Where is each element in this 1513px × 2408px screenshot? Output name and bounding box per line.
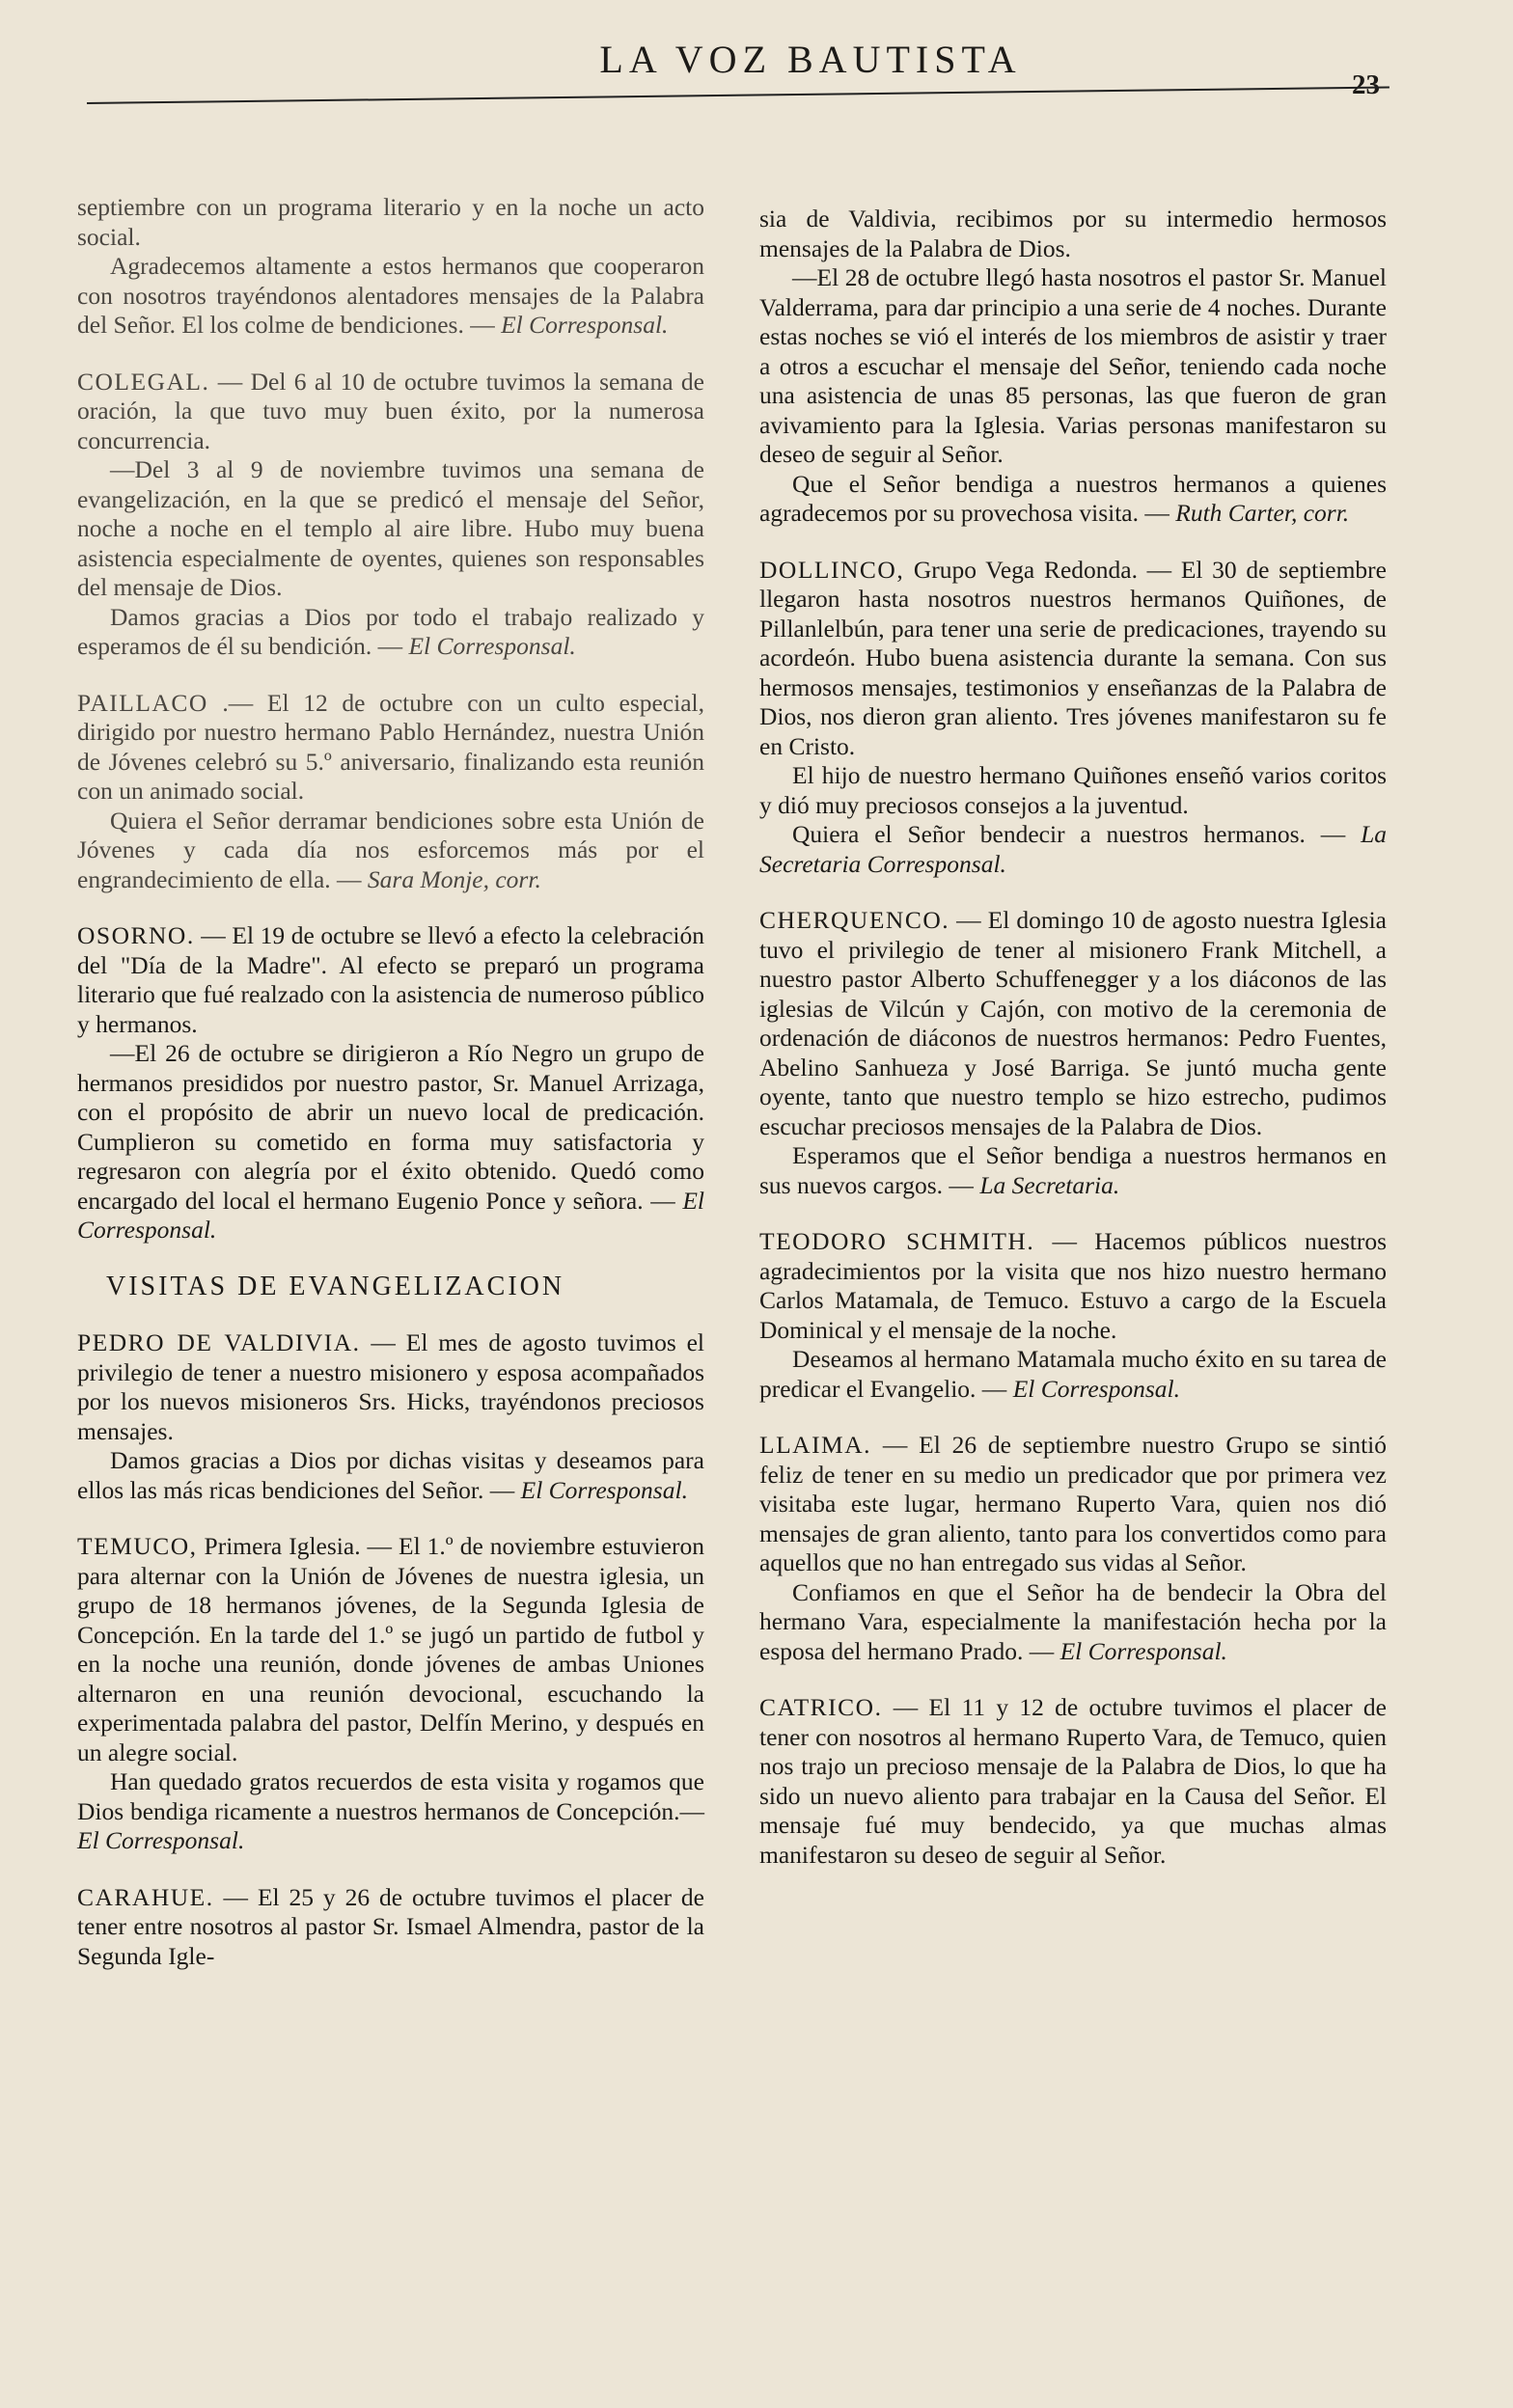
place-name: PAILLACO: [77, 688, 208, 717]
paragraph-text: Quiera el Señor bendecir a nuestros hermanos. —: [792, 820, 1346, 848]
signature: La Secretaria.: [979, 1170, 1120, 1199]
left-column: [77, 193, 704, 1998]
place-name: OSORNO.: [77, 921, 195, 949]
signature: El Corresponsal.: [520, 1475, 688, 1504]
place-name: CATRICO.: [759, 1693, 883, 1721]
signature: El Corresponsal.: [1059, 1636, 1227, 1665]
paragraph-text: — El 26 de septiembre nuestro Grupo se sintió feliz de tener en su medio un predicador que por primera vez visitaba este lugar, hermano Ruperto Vara, quien nos dió mensajes de gran aliento, tanto para los convertidos como para aquellos que no han entregado sus vidas al Señor.: [759, 1431, 1387, 1576]
paragraph: [77, 1767, 704, 1856]
paragraph: [759, 1227, 1387, 1345]
paragraph: [77, 368, 704, 456]
paragraph: [759, 906, 1387, 1141]
paragraph: —Del 3 al 9 de noviembre tuvimos una semana de evangelización, en la que se predicó el mensaje del Señor, noche a noche en el templo al aire libre. Hubo muy buena asistencia especialmente de oyentes, quienes son responsables del mensaje de Dios.: [77, 455, 704, 601]
paragraph-text: Damos gracias a Dios por todo el trabajo realizado y esperamos de él su bendición. —: [77, 602, 704, 660]
signature: Ruth Carter, corr.: [1175, 499, 1350, 527]
article-catrico: [759, 1693, 1387, 1870]
paragraph: [759, 556, 1387, 762]
place-name: CARAHUE.: [77, 1882, 214, 1911]
paragraph: [77, 921, 704, 1039]
page-number: 23: [1352, 69, 1380, 100]
article-cherquenco: [759, 906, 1387, 1200]
right-column: [759, 205, 1387, 1897]
paragraph-text: — El 19 de octubre se llevó a efecto la celebración del "Día de la Madre". Al efecto se preparó un programa literario que fué realzado con la asistencia de numeroso público y hermanos.: [77, 921, 704, 1038]
signature: Sara Monje, corr.: [367, 864, 541, 893]
signature: El Corresponsal.: [77, 1826, 245, 1854]
article-temuco: [77, 1532, 704, 1856]
paragraph: [77, 1883, 704, 1972]
signature: El Corresponsal.: [77, 1186, 704, 1244]
article-carahue-continued: [759, 205, 1387, 529]
paragraph-text: —El 26 de octubre se dirigieron a Río Negro un grupo de hermanos presididos por nuestro pastor, Sr. Manuel Arrizaga, con el propósito de abrir un nuevo local de predicación. Cumplieron su cometido en forma muy satisfactoria y regresaron con alegría por el éxito obtenido. Quedó como encargado del local el hermano Eugenio Ponce y señora. —: [77, 1039, 704, 1215]
paragraph: [77, 689, 704, 807]
paragraph-text: Quiera el Señor derramar bendiciones sobre esta Unión de Jóvenes y cada día nos esforcemos más por el engrandecimiento de ella. —: [77, 806, 704, 893]
paragraph-text: — Hacemos públicos nuestros agradecimientos por la visita que nos hizo nuestro hermano Carlos Matamala, de Temuco. Estuvo a cargo de la Escuela Dominical y el mensaje de la noche.: [759, 1227, 1387, 1344]
place-name: LLAIMA.: [759, 1431, 872, 1459]
place-name: DOLLINCO,: [759, 555, 905, 584]
paragraph-text: — El mes de agosto tuvimos el privilegio de tener a nuestro misionero y esposa acompañados por los nuevos misioneros Srs. Hicks, trayéndonos preciosos mensajes.: [77, 1328, 704, 1445]
paragraph: [759, 1578, 1387, 1667]
article-pedro-de-valdivia: [77, 1328, 704, 1505]
masthead: LA VOZ BAUTISTA: [599, 38, 1022, 81]
place-name: COLEGAL.: [77, 367, 210, 396]
paragraph: [77, 1328, 704, 1446]
article-osorno: [77, 921, 704, 1245]
paragraph: [77, 1446, 704, 1505]
place-name: PEDRO DE VALDIVIA.: [77, 1328, 361, 1356]
paragraph-text: Grupo Vega Redonda. — El 30 de septiembre llegaron hasta nosotros nuestros hermanos Quiñones, de Pillanlelbún, para tener una serie de predicaciones, trayendo su acordeón. Hubo buena asistencia durante la semana. Con sus hermosos mensajes, testimonios y enseñanzas de la Palabra de Dios, nos dieron gran aliento. Tres jóvenes manifestaron su fe en Cristo.: [759, 555, 1387, 760]
article-paillaco: [77, 689, 704, 895]
article-colegal: [77, 368, 704, 662]
paragraph-text: Esperamos que el Señor bendiga a nuestros hermanos en sus nuevos cargos. —: [759, 1141, 1387, 1199]
signature: El Corresponsal.: [408, 632, 576, 660]
page-header: [77, 25, 1389, 112]
paragraph-text: Damos gracias a Dios por dichas visitas y deseamos para ellos las más ricas bendiciones del Señor. —: [77, 1446, 704, 1504]
paragraph: [759, 1693, 1387, 1870]
paragraph-text: — El 25 y 26 de octubre tuvimos el placer de tener entre nosotros al pastor Sr. Ismael Almendra, pastor de la Segunda Igle-: [77, 1882, 704, 1970]
paragraph: [759, 1345, 1387, 1404]
paragraph-text: Confiamos en que el Señor ha de bendecir la Obra del hermano Vara, especialmente la manifestación hecha por la esposa del hermano Prado. —: [759, 1577, 1387, 1665]
paragraph-text: Que el Señor bendiga a nuestros hermanos a quienes agradecemos por su provechosa visita. —: [759, 469, 1387, 527]
article-carahue: [77, 1883, 704, 1972]
signature: La Secretaria Corresponsal.: [759, 820, 1388, 878]
paragraph-text: Deseamos al hermano Matamala mucho éxito en su tarea de predicar el Evangelio. —: [759, 1345, 1387, 1403]
paragraph-text: — Del 6 al 10 de octubre tuvimos la semana de oración, la que tuvo muy buen éxito, por la numerosa concurrencia.: [77, 367, 704, 454]
section-title: VISITAS DE EVANGELIZACION: [106, 1271, 565, 1301]
article-teodoro-schmith: [759, 1227, 1387, 1404]
signature: El Corresponsal.: [501, 311, 669, 339]
paragraph-text: — El domingo 10 de agosto nuestra Iglesia tuvo el privilegio de tener al misionero Frank Mitchell, a nuestro pastor Alberto Schuffenegger y a los diáconos de las iglesias de Vilcún y Cajón, con motivo de la ceremonia de ordenación de diáconos de nuestros hermanos: Pedro Fuentes, Abelino Sanhueza y José Barriga. Se juntó mucha gente oyente, tanto que nuestro templo se hizo estrecho, pudimos escuchar preciosos mensajes de la Palabra de Dios.: [759, 906, 1387, 1140]
paragraph: sia de Valdivia, recibimos por su intermedio hermosos mensajes de la Palabra de Dios.: [759, 205, 1387, 262]
paragraph: [759, 820, 1387, 879]
article-intro: [77, 193, 704, 341]
header-rule: [87, 87, 1389, 104]
paragraph: [77, 252, 704, 341]
place-name: TEMUCO,: [77, 1532, 198, 1560]
paragraph: [77, 1532, 704, 1767]
paragraph-text: Agradecemos altamente a estos hermanos que cooperaron con nosotros trayéndonos alentadores mensajes de la Palabra del Señor. El los colme de bendiciones. —: [77, 252, 704, 339]
place-name: TEODORO SCHMITH.: [759, 1227, 1035, 1255]
paragraph: septiembre con un programa literario y en la noche un acto social.: [77, 193, 704, 251]
signature: El Corresponsal.: [1012, 1374, 1181, 1403]
article-dollinco: [759, 556, 1387, 880]
paragraph: [759, 1431, 1387, 1578]
paragraph-text: — El 11 y 12 de octubre tuvimos el placer de tener con nosotros al hermano Ruperto Vara, de Temuco, quien nos trajo un precioso mensaje de la Palabra de Dios, lo que ha sido un nuevo aliento para trabajar en la Causa del Señor. El mensaje fué muy bendecido, ya que muchas almas manifestaron su deseo de seguir al Señor.: [759, 1693, 1387, 1869]
paragraph-text: .— El 12 de octubre con un culto especial, dirigido por nuestro hermano Pablo Hernández, nuestra Unión de Jóvenes celebró su 5.º aniversario, finalizando esta reunión con un animado social.: [77, 688, 704, 805]
paragraph: [77, 603, 704, 662]
paragraph: [77, 807, 704, 895]
paragraph: El hijo de nuestro hermano Quiñones enseñó varios coritos y dió muy preciosos consejos a la juventud.: [759, 761, 1387, 819]
paragraph: [77, 1039, 704, 1245]
paragraph-text: Han quedado gratos recuerdos de esta visita y rogamos que Dios bendiga ricamente a nuestros hermanos de Concepción.—: [77, 1767, 704, 1825]
place-name: CHERQUENCO.: [759, 906, 950, 934]
paragraph-text: Primera Iglesia. — El 1.º de noviembre estuvieron para alternar con la Unión de Jóvenes de nuestra iglesia, un grupo de 18 hermanos jóvenes, de la Segunda Iglesia de Concepción. En la tarde del 1.º se jugó un partido de futbol y en la noche una reunión, donde jóvenes de ambas Uniones alternaron en una reunión devocional, escuchando la experimentada palabra del pastor, Delfín Merino, y después en un alegre social.: [77, 1532, 704, 1766]
paragraph: —El 28 de octubre llegó hasta nosotros el pastor Sr. Manuel Valderrama, para dar principio a una serie de 4 noches. Durante estas noches se vió el interés de los miembros de asistir y traer a otros a escuchar el mensaje del Señor, teniendo cada noche una asistencia de unas 85 personas, las que fueron de gran avivamiento para la Iglesia. Varias personas manifestaron su deseo de seguir al Señor.: [759, 263, 1387, 468]
paragraph: [759, 1141, 1387, 1200]
article-llaima: [759, 1431, 1387, 1666]
paragraph: [759, 470, 1387, 529]
